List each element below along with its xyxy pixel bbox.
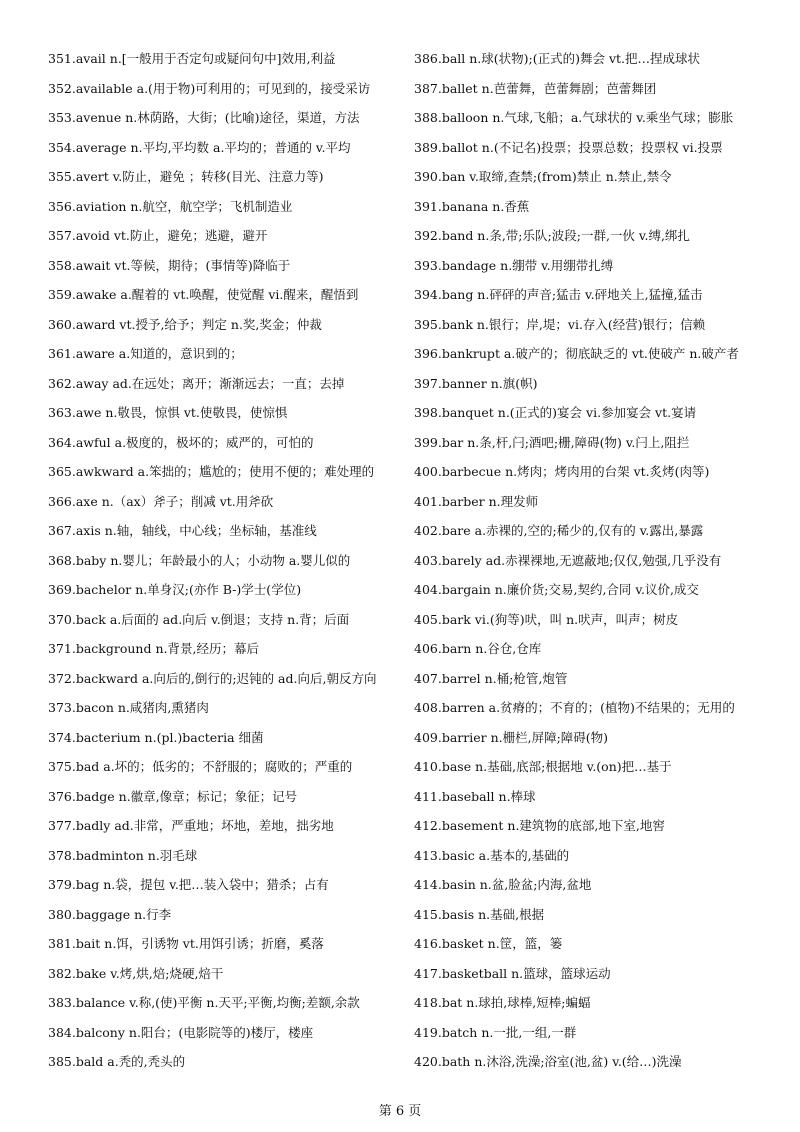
vocab-entry: 379.bag n.袋，提包 v.把…装入袋中；猎杀；占有 [48, 877, 329, 892]
vocab-entry: 381.bait n.饵，引诱物 vt.用饵引诱；折磨，奚落 [48, 936, 324, 951]
vocab-entry: 385.bald a.秃的,秃头的 [48, 1054, 186, 1069]
vocab-entry: 388.balloon n.气球,飞船；a.气球状的 v.乘坐气球；膨胀 [414, 110, 734, 125]
vocab-entry: 402.bare a.赤裸的,空的;稀少的,仅有的 v.露出,暴露 [414, 523, 704, 538]
vocab-entry: 351.avail n.[一般用于否定句或疑问句中]效用,利益 [48, 51, 336, 66]
vocab-entry: 390.ban v.取缔,查禁;(from)禁止 n.禁止,禁令 [414, 169, 672, 184]
vocab-entry: 364.awful a.极度的，极坏的；威严的，可怕的 [48, 434, 314, 450]
vocab-entry: 365.awkward a.笨拙的；尴尬的；使用不便的；难处理的 [48, 464, 375, 479]
vocab-entry: 401.barber n.理发师 [414, 493, 539, 509]
vocab-entry: 400.barbecue n.烤肉；烤肉用的台架 vt.炙烤(肉等) [414, 464, 710, 479]
vocab-entry: 398.banquet n.(正式的)宴会 vi.参加宴会 vt.宴请 [414, 405, 697, 420]
vocab-entry: 417.basketball n.篮球，篮球运动 [414, 965, 611, 981]
vocab-entry: 352.available a.(用于物)可利用的；可见到的，接受采访 [48, 80, 371, 96]
vocab-entry: 387.ballet n.芭蕾舞，芭蕾舞剧；芭蕾舞团 [414, 80, 657, 96]
vocab-entry: 420.bath n.沐浴,洗澡;浴室(池,盆) v.(给…)洗澡 [414, 1054, 682, 1069]
vocab-entry: 392.band n.条,带;乐队;波段;一群,一伙 v.缚,绑扎 [414, 228, 690, 243]
vocab-entry: 378.badminton n.羽毛球 [48, 847, 198, 863]
vocab-entry: 399.bar n.条,杆,闩;酒吧;栅,障碍(物) v.闩上,阻拦 [414, 434, 690, 450]
vocab-entry: 396.bankrupt a.破产的；彻底缺乏的 vt.使破产 n.破产者 [414, 346, 739, 361]
left-column [48, 44, 408, 1077]
right-column [414, 44, 786, 1077]
vocab-entry: 389.ballot n.(不记名)投票；投票总数；投票权 vi.投票 [414, 139, 723, 155]
vocab-entry: 384.balcony n.阳台；(电影院等的)楼厅，楼座 [48, 1024, 314, 1040]
vocab-entry: 419.batch n.一批,一组,一群 [414, 1024, 577, 1040]
vocab-entry: 356.aviation n.航空，航空学；飞机制造业 [48, 198, 293, 214]
vocab-entry: 374.bacterium n.(pl.)bacteria 细菌 [48, 729, 264, 745]
vocab-entry: 377.badly ad.非常，严重地；坏地，差地，拙劣地 [48, 818, 334, 833]
vocab-entry: 395.bank n.银行；岸,堤；vi.存入(经营)银行；信赖 [414, 316, 706, 332]
vocab-entry: 370.back a.后面的 ad.向后 v.倒退；支持 n.背；后面 [48, 611, 350, 627]
vocab-entry: 358.await vt.等候，期待；(事情等)降临于 [48, 257, 291, 273]
vocab-entry: 418.bat n.球拍,球棒,短棒;蝙蝠 [414, 995, 591, 1010]
vocab-entry: 353.avenue n.林荫路，大街；(比喻)途径，渠道，方法 [48, 110, 360, 125]
vocab-entry: 357.avoid vt.防止，避免；逃避，避开 [48, 228, 268, 243]
vocab-entry: 415.basis n.基础,根据 [414, 906, 545, 922]
vocab-entry: 413.basic a.基本的,基础的 [414, 847, 570, 863]
vocab-entry: 407.barrel n.桶;枪管,炮管 [414, 670, 568, 686]
vocab-entry: 376.badge n.徽章,像章；标记；象征；记号 [48, 788, 298, 804]
vocab-entry: 410.base n.基础,底部;根据地 v.(on)把…基于 [414, 759, 672, 774]
vocab-entry: 359.awake a.醒着的 vt.唤醒，使觉醒 vi.醒来，醒悟到 [48, 287, 359, 302]
vocab-entry: 363.awe n.敬畏，惊惧 vt.使敬畏，使惊惧 [48, 405, 288, 420]
vocab-entry: 382.bake v.烤,烘,焙;烧硬,焙干 [48, 965, 224, 981]
vocab-entry: 405.bark vi.(狗等)吠，叫 n.吠声，叫声；树皮 [414, 611, 679, 627]
vocab-entry: 404.bargain n.廉价货;交易,契约,合同 v.议价,成交 [414, 582, 699, 597]
vocab-entry: 408.barren a.贫瘠的；不育的；(植物)不结果的；无用的 [414, 700, 735, 715]
vocab-entry: 383.balance v.称,(使)平衡 n.天平;平衡,均衡;差额,余款 [48, 995, 360, 1010]
vocab-entry: 362.away ad.在远处；离开；渐渐远去；一直；去掉 [48, 375, 345, 391]
vocab-entry: 386.ball n.球(状物);(正式的)舞会 vt.把…捏成球状 [414, 51, 701, 66]
vocab-entry: 373.bacon n.咸猪肉,熏猪肉 [48, 700, 209, 715]
vocab-entry: 361.aware a.知道的，意识到的； [48, 346, 243, 361]
vocab-entry: 366.axe n.（ax）斧子；削减 vt.用斧砍 [48, 493, 274, 509]
vocab-entry: 372.backward a.向后的,倒行的;迟钝的 ad.向后,朝反方向 [48, 670, 377, 686]
vocab-entry: 380.baggage n.行李 [48, 906, 172, 922]
vocab-entry: 397.banner n.旗(帜) [414, 375, 538, 391]
vocab-entry: 368.baby n.婴儿；年龄最小的人；小动物 a.婴儿似的 [48, 552, 351, 568]
vocab-entry: 367.axis n.轴，轴线，中心线；坐标轴，基准线 [48, 523, 317, 538]
vocab-entry: 393.bandage n.绷带 v.用绷带扎缚 [414, 257, 614, 273]
vocab-entry: 403.barely ad.赤裸裸地,无遮蔽地;仅仅,勉强,几乎没有 [414, 552, 722, 568]
vocab-entry: 409.barrier n.栅栏,屏障;障碍(物) [414, 729, 609, 745]
vocab-entry: 354.average n.平均,平均数 a.平均的；普通的 v.平均 [48, 139, 351, 155]
vocab-entry: 355.avert v.防止，避免 ；转移(目光、注意力等) [48, 169, 324, 184]
vocab-entry: 406.barn n.谷仓,仓库 [414, 641, 542, 656]
page-number: 第 6 页 [378, 1104, 422, 1119]
vocab-entry: 414.basin n.盆,脸盆;内海,盆地 [414, 877, 592, 892]
vocab-entry: 391.banana n.香蕉 [414, 198, 530, 214]
vocab-entry: 416.basket n.筐，篮，篓 [414, 936, 563, 951]
vocab-entry: 371.background n.背景,经历；幕后 [48, 641, 259, 656]
vocab-entry: 412.basement n.建筑物的底部,地下室,地窖 [414, 818, 665, 833]
vocab-entry: 360.award vt.授予,给予；判定 n.奖,奖金；仲裁 [48, 316, 322, 332]
vocab-entry: 394.bang n.砰砰的声音;猛击 v.砰地关上,猛撞,猛击 [414, 287, 703, 302]
vocab-entry: 411.baseball n.棒球 [414, 788, 536, 804]
vocab-entry: 369.bachelor n.单身汉;(亦作 B-)学士(学位) [48, 582, 302, 597]
vocab-entry: 375.bad a.坏的；低劣的；不舒服的；腐败的；严重的 [48, 759, 353, 774]
